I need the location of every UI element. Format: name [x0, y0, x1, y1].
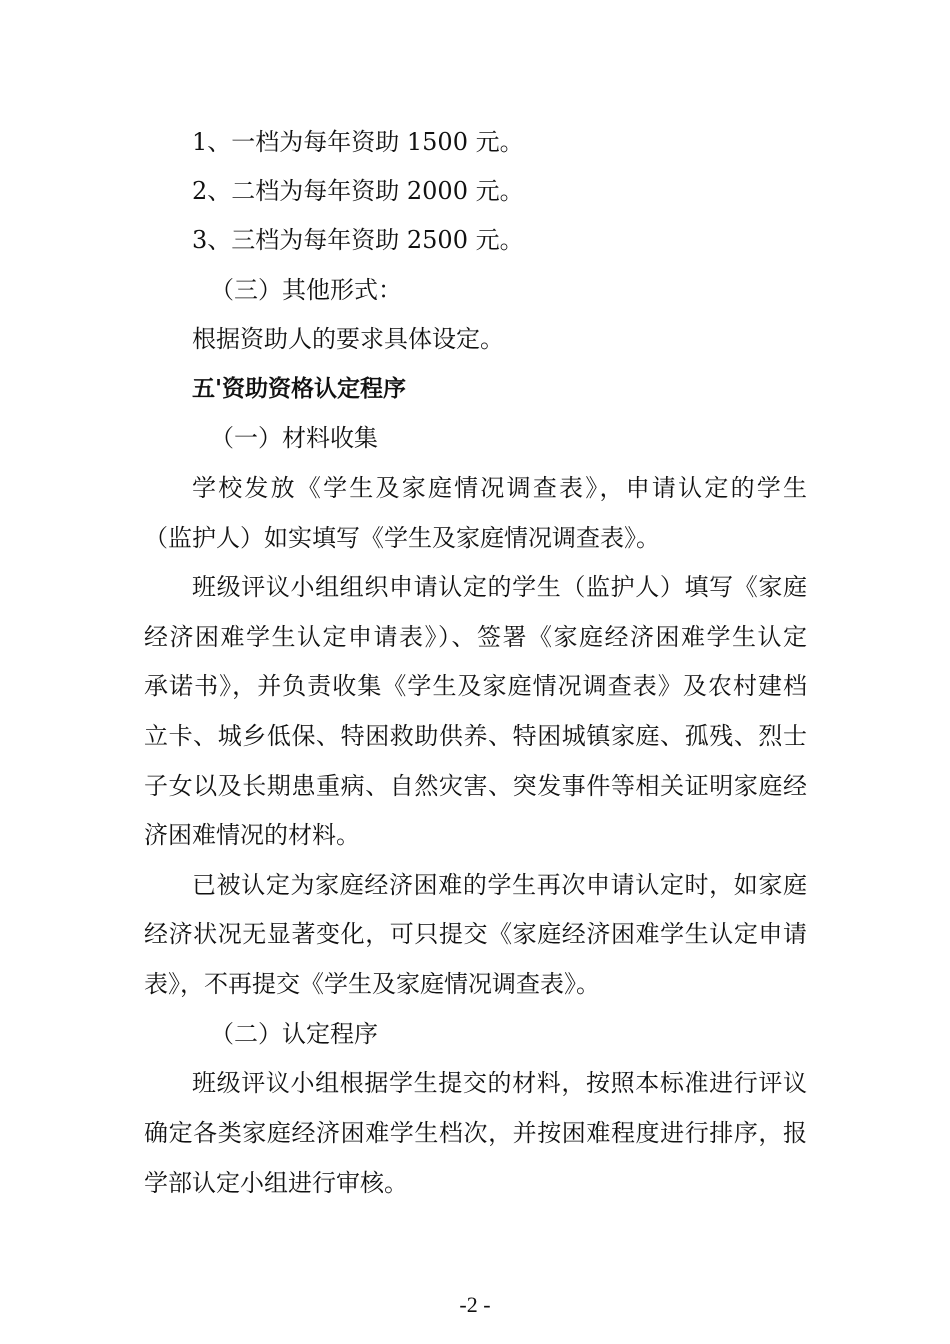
- tier-2-text: 2、二档为每年资助 2000 元。: [192, 177, 524, 205]
- page-number: -2 -: [459, 1292, 491, 1317]
- paragraph-line: 济困难情况的材料。: [144, 821, 360, 849]
- paragraph-line: 经济状况无显著变化，可只提交《家庭经济困难学生认定申请: [144, 920, 807, 948]
- paragraph-line: 班级评议小组组织申请认定的学生（监护人）填写《家庭: [192, 573, 807, 601]
- paragraph-line: 学校发放《学生及家庭情况调查表》，申请认定的学生: [192, 474, 807, 502]
- paragraph-line: 立卡、城乡低保、特困救助供养、特困城镇家庭、孤残、烈士: [144, 722, 807, 750]
- paragraph-line: 承诺书》，并负责收集《学生及家庭情况调查表》及农村建档: [144, 672, 807, 700]
- tier-1-text: 1、一档为每年资助 1500 元。: [192, 128, 524, 156]
- other-forms-text: 根据资助人的要求具体设定。: [192, 325, 504, 353]
- paragraph-line: 子女以及长期患重病、自然灾害、突发事件等相关证明家庭经: [144, 772, 807, 800]
- subheading-procedure: （二）认定程序: [210, 1020, 378, 1048]
- paragraph-line: 经济困难学生认定申请表》）、签署《家庭经济困难学生认定: [144, 623, 807, 651]
- section-heading-5: 五'资助资格认定程序: [192, 376, 407, 402]
- subheading-other-forms: （三）其他形式：: [210, 276, 402, 304]
- paragraph-line: （监护人）如实填写《学生及家庭情况调查表》。: [144, 524, 660, 552]
- paragraph-line: 学部认定小组进行审核。: [144, 1169, 408, 1197]
- tier-3-text: 3、三档为每年资助 2500 元。: [192, 226, 524, 254]
- paragraph-line: 确定各类家庭经济困难学生档次，并按困难程度进行排序，报: [144, 1119, 807, 1147]
- subheading-material-collection: （一）材料收集: [210, 424, 378, 452]
- paragraph-line: 已被认定为家庭经济困难的学生再次申请认定时，如家庭: [192, 871, 807, 899]
- paragraph-line: 班级评议小组根据学生提交的材料，按照本标准进行评议: [192, 1069, 807, 1097]
- paragraph-line: 表》，不再提交《学生及家庭情况调查表》。: [144, 970, 600, 998]
